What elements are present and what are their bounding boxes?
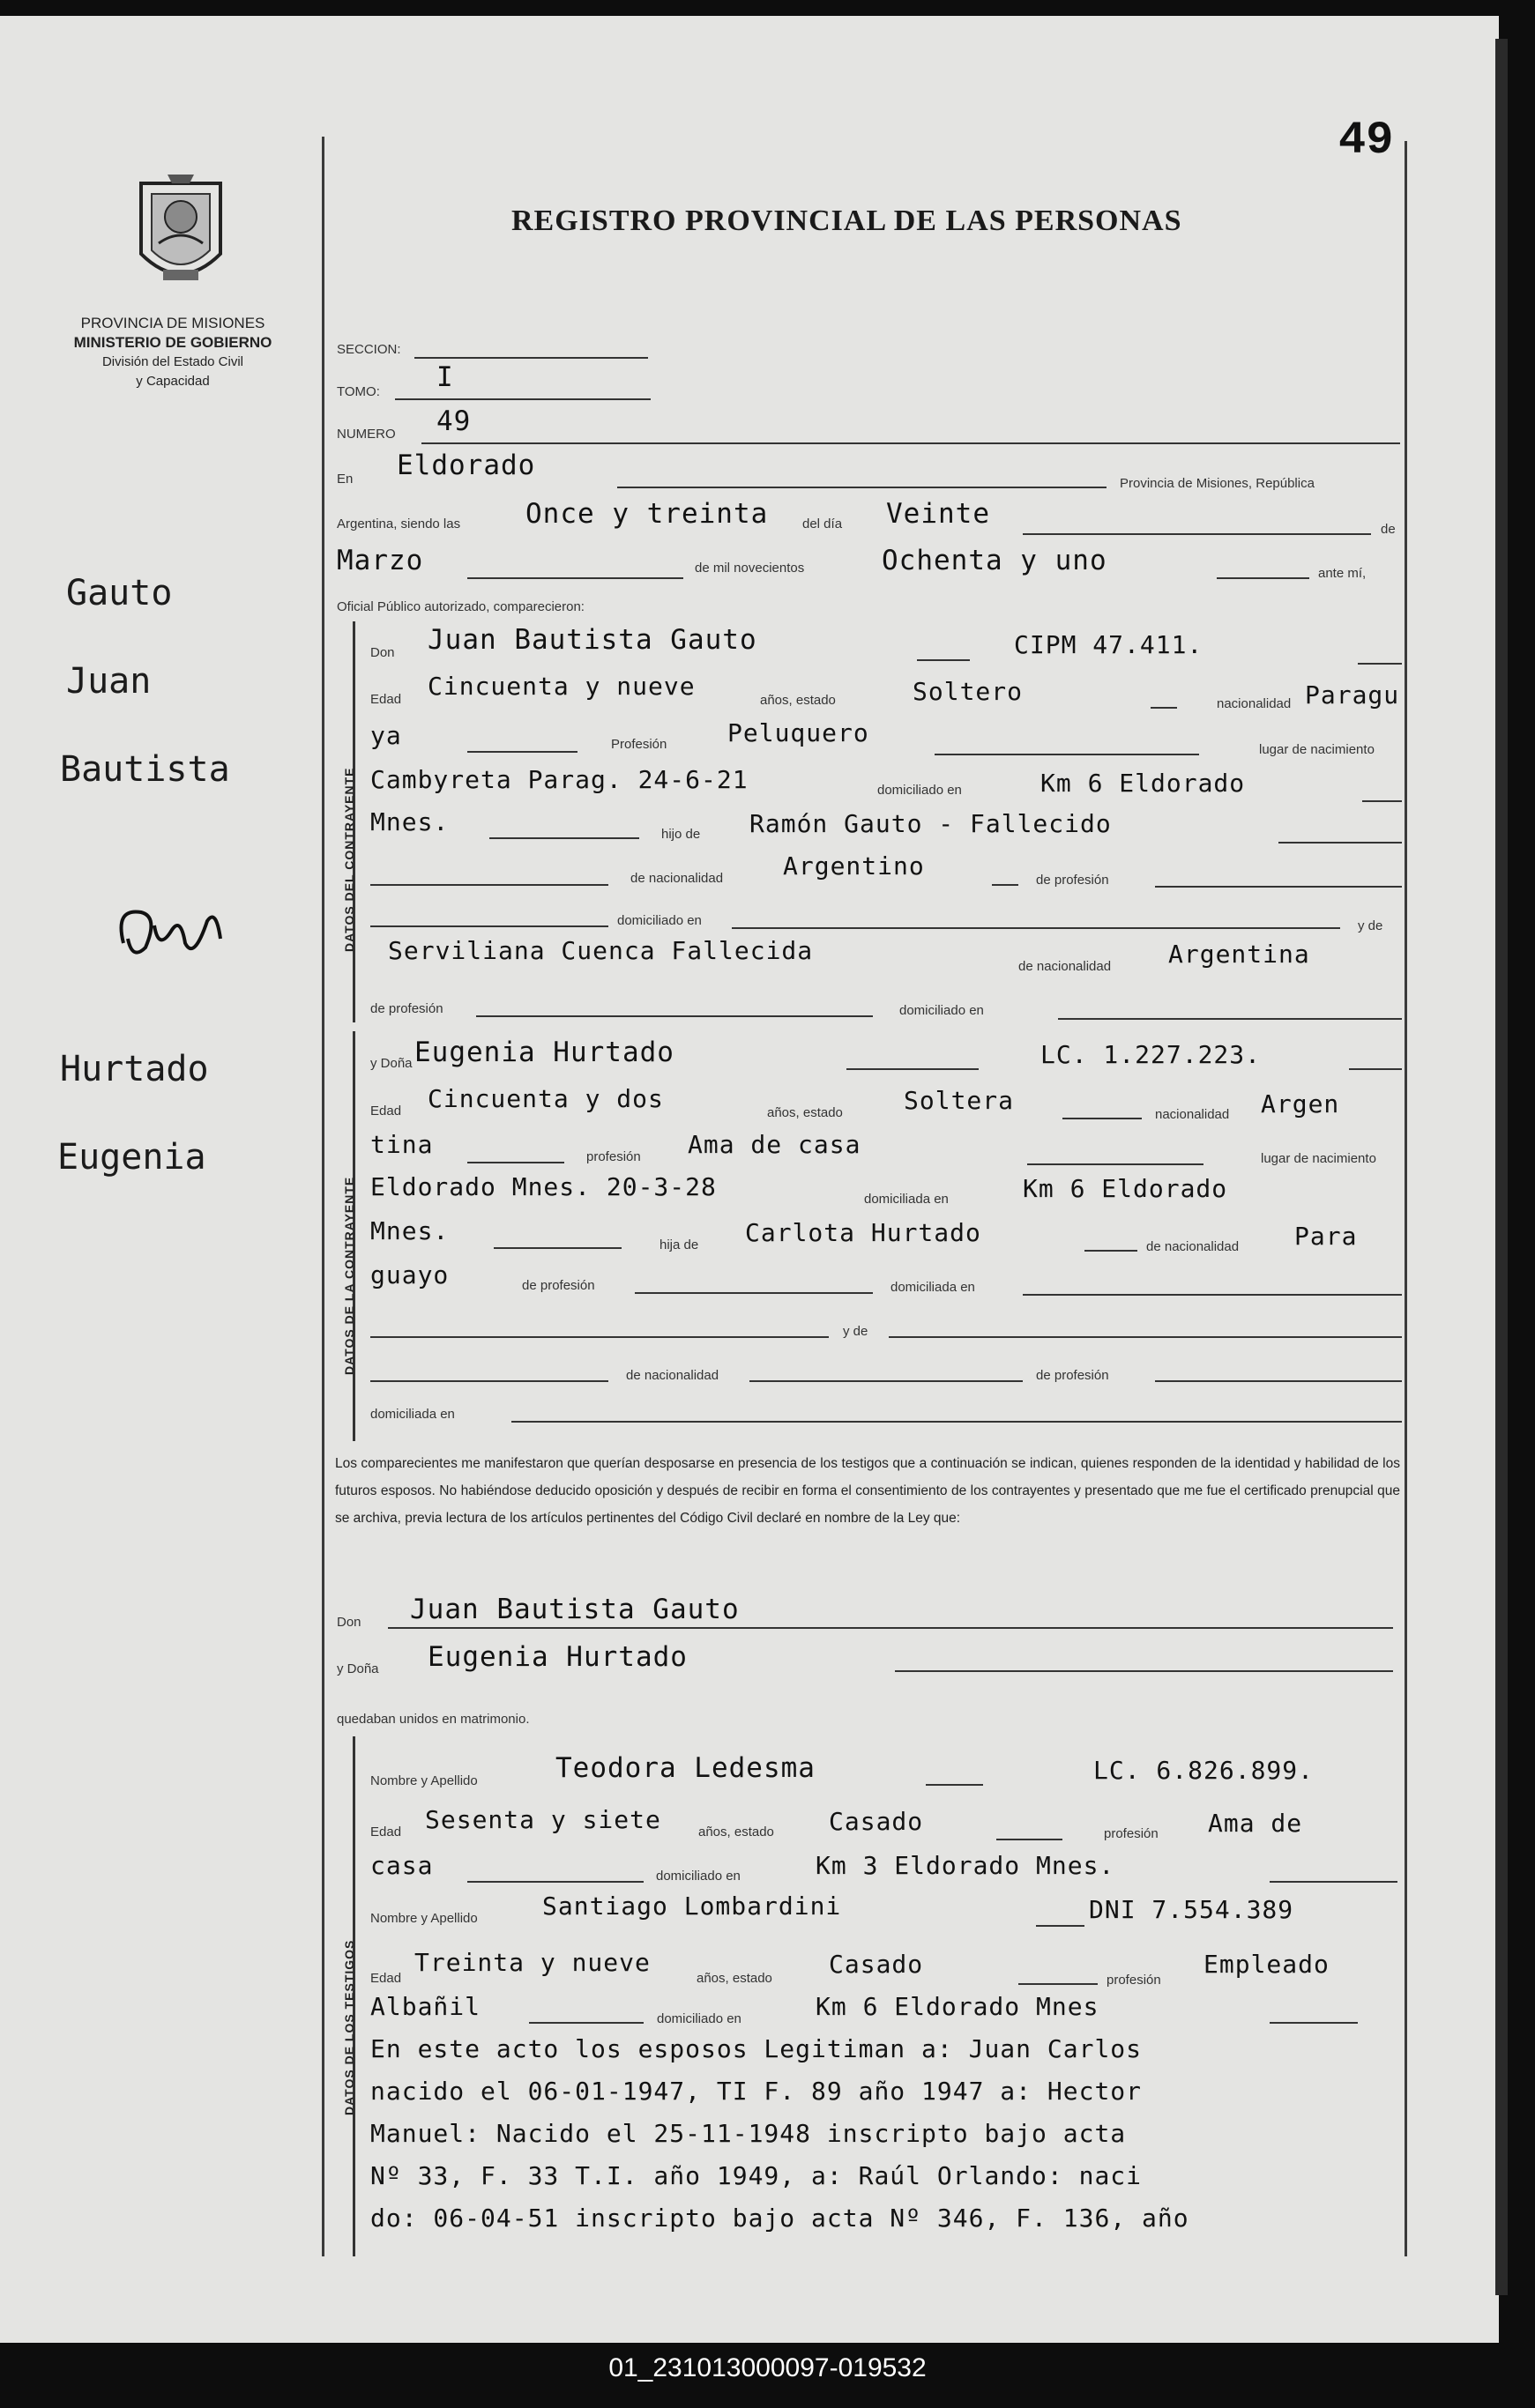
bride-other-dom-label: domiciliada en [370, 1407, 455, 1422]
witness1-label: Nombre y Apellido [370, 1773, 478, 1788]
bride-mother-prof-label: de profesión [522, 1278, 595, 1293]
witness1-dom-label: domiciliado en [656, 1869, 741, 1884]
right-margin-rule [1405, 141, 1407, 2256]
oficial-text: Oficial Público autorizado, comparecieron: [337, 599, 585, 614]
dia-label: del día [802, 517, 843, 531]
bride-other-prof-label: de profesión [1036, 1368, 1109, 1383]
numero-line [421, 442, 1400, 444]
siendo-label: Argentina, siendo las [337, 517, 461, 531]
office-division-2: y Capacidad [136, 374, 210, 389]
bride-estado-label: años, estado [767, 1105, 843, 1120]
groom-edad-label: Edad [370, 692, 402, 707]
groom-don-label: Don [370, 645, 395, 660]
groom-nacionalidad-label: nacionalidad [1217, 696, 1292, 711]
bride-nacionalidad-label: nacionalidad [1155, 1107, 1230, 1122]
bride-other-nac-line [749, 1380, 1023, 1382]
groom-section-label: DATOS DEL CONTRAYENTE [342, 767, 356, 952]
witness1-profession-b: casa [370, 1851, 434, 1880]
union-groom-line [388, 1627, 1393, 1629]
en-label: En [337, 472, 354, 487]
groom-civil-status: Soltero [913, 677, 1024, 706]
witness2-dom-line [1270, 2022, 1358, 2024]
bride-section-label: DATOS DE LA CONTRAYENTE [342, 1176, 356, 1375]
witness1-name-line [926, 1784, 983, 1786]
groom-nac-line [467, 751, 577, 753]
father-blank-line [370, 925, 608, 927]
margin-signature [106, 890, 238, 970]
witness1-civil-status: Casado [829, 1807, 924, 1836]
father-nationality: Argentino [783, 851, 925, 881]
legitimation-note-1: En este acto los esposos Legitiman a: Juan Carlos [370, 2034, 1143, 2063]
witness2-dom-label: domiciliado en [657, 2011, 741, 2026]
page-number: 49 [1338, 115, 1394, 167]
margin-rule [322, 137, 324, 2256]
witness1-edad-label: Edad [370, 1825, 402, 1839]
tomo-label: TOMO: [337, 384, 380, 399]
groom-name-line [917, 659, 970, 661]
groom-father-line [1278, 842, 1402, 844]
de-label: de [1381, 522, 1396, 537]
groom-dom-line [1362, 800, 1402, 802]
witness1-dom-line [1270, 1881, 1397, 1883]
bride-mother-nationality-b: guayo [370, 1260, 450, 1289]
page-edge-shadow [1495, 39, 1508, 2295]
bride-dona-label: y Doña [370, 1056, 413, 1071]
bride-address-a: Km 6 Eldorado [1023, 1174, 1228, 1203]
union-closing: quedaban unidos en matrimonio. [337, 1712, 530, 1727]
witness2-age: Treinta y nueve [414, 1948, 651, 1977]
bride-nationality-a: Argen [1261, 1089, 1340, 1119]
legitimation-note-4: Nº 33, F. 33 T.I. año 1949, a: Raúl Orlando: naci [370, 2161, 1143, 2190]
bride-mother-prof-line [635, 1292, 873, 1294]
scan-identifier: 01_231013000097-019532 [608, 2353, 927, 2382]
groom-hijo-label: hijo de [661, 827, 701, 842]
hora-value: Once y treinta [525, 498, 769, 530]
seccion-line [414, 357, 648, 359]
margin-bride-name: Eugenia [57, 1137, 206, 1178]
en-line [617, 487, 1107, 488]
bride-document: LC. 1.227.223. [1040, 1040, 1262, 1069]
groom-profession: Peluquero [727, 718, 869, 747]
bride-domicilio-label: domiciliada en [864, 1192, 949, 1207]
groom-mother: Serviliana Cuenca Fallecida [388, 936, 814, 965]
groom-estado-label: años, estado [760, 693, 836, 708]
father-prof-label: de profesión [1036, 873, 1109, 888]
father-nac-line [992, 884, 1018, 886]
tomo-line [395, 398, 651, 400]
groom-blank-line [370, 884, 608, 886]
union-groom: Juan Bautista Gauto [410, 1594, 740, 1625]
union-bride-line [895, 1670, 1393, 1672]
groom-document: CIPM 47.411. [1014, 630, 1203, 659]
father-dom-line [732, 927, 1340, 929]
bride-mother-line [1084, 1250, 1137, 1252]
groom-address-a: Km 6 Eldorado [1040, 769, 1246, 798]
witness2-label: Nombre y Apellido [370, 1911, 478, 1926]
witness2-prof-line [529, 2022, 644, 2024]
groom-nationality-a: Paragu [1305, 680, 1400, 710]
provincial-emblem [123, 166, 238, 296]
groom-doc-line [1358, 663, 1402, 665]
office-province: PROVINCIA DE MISIONES [80, 315, 265, 331]
bride-civil-status: Soltera [904, 1086, 1015, 1115]
groom-prof-line [935, 754, 1199, 755]
groom-name: Juan Bautista Gauto [428, 624, 757, 656]
mes-line [467, 577, 683, 579]
mother-prof-label: de profesión [370, 1001, 443, 1016]
witness1-prof-label: profesión [1104, 1826, 1159, 1841]
witness2-document: DNI 7.554.389 [1089, 1895, 1294, 1924]
legitimation-note-2: nacido el 06-01-1947, TI F. 89 año 1947 a: Hector [370, 2077, 1143, 2106]
margin-groom-surname: Gauto [66, 573, 173, 613]
bride-dom2-line [494, 1247, 622, 1249]
bride-profesion-label: profesión [586, 1149, 641, 1164]
witness2-name: Santiago Lombardini [542, 1891, 842, 1921]
margin-groom-name-2: Bautista [60, 749, 230, 790]
witness1-age: Sesenta y siete [425, 1805, 661, 1834]
witness1-name: Teodora Ledesma [555, 1752, 816, 1784]
mother-nac-label: de nacionalidad [1018, 959, 1112, 974]
groom-y-de-label: y de [1358, 918, 1383, 933]
witness1-estado-label: años, estado [698, 1825, 774, 1839]
office-division: División del Estado Civil [101, 354, 244, 369]
bride-blank-line [370, 1336, 829, 1338]
witness2-name-line [1036, 1925, 1084, 1927]
bride-profession: Ama de casa [688, 1130, 861, 1159]
bride-nationality-b: tina [370, 1130, 434, 1159]
bride-name-line [846, 1068, 979, 1070]
bride-y-de-label: y de [843, 1324, 868, 1339]
groom-address-b: Mnes. [370, 807, 450, 836]
dia-value: Veinte [886, 498, 990, 530]
lugar-registro: Eldorado [397, 450, 536, 481]
groom-lugar-label: lugar de nacimiento [1259, 742, 1375, 757]
bride-lugar-label: lugar de nacimiento [1261, 1151, 1376, 1166]
groom-domicilio-label: domiciliado en [877, 783, 962, 798]
witness1-document: LC. 6.826.899. [1093, 1756, 1315, 1785]
groom-estado-line [1151, 707, 1177, 709]
legitimation-note-3: Manuel: Nacido el 25-11-1948 inscripto bajo acta [370, 2119, 1127, 2148]
margin-groom-name-1: Juan [66, 661, 152, 702]
bride-edad-label: Edad [370, 1104, 402, 1119]
bride-name: Eugenia Hurtado [414, 1037, 674, 1068]
bride-hija-label: hija de [659, 1237, 699, 1252]
bride-mother-nationality-a: Para [1294, 1222, 1358, 1251]
witness2-estado-label: años, estado [697, 1971, 772, 1986]
mes-value: Marzo [337, 545, 424, 576]
father-nac-label: de nacionalidad [630, 871, 724, 886]
mother-dom-line [1058, 1018, 1402, 1020]
seccion-label: SECCION: [337, 342, 401, 357]
anio-line [1217, 577, 1309, 579]
provincia-text: Provincia de Misiones, República [1120, 476, 1315, 491]
witness2-civil-status: Casado [829, 1950, 924, 1979]
witness2-estado-line [1018, 1983, 1098, 1985]
bride-mother-dom-line [1023, 1294, 1402, 1296]
bride-other-prof-line [1155, 1380, 1402, 1382]
groom-profesion-label: Profesión [611, 737, 667, 752]
declaration-text: Los comparecientes me manifestaron que querían desposarse en presencia de los testigos que a continuación se indican, quienes responden de la identidad y habilidad de los futuros esposos. No habiéndose deducido oposición y después de recibir en forma el consentimiento de los contrayentes y presentado que me fue el certificado prenupcial que se archiva, previa lectura de los artículos pertinentes del Código Civil declaré en nombre de la Ley que: [335, 1456, 1400, 1526]
witness2-profession-a: Empleado [1203, 1950, 1330, 1979]
mother-dom-label: domiciliado en [899, 1003, 984, 1018]
tomo-value: I [436, 361, 454, 393]
bride-address-b: Mnes. [370, 1216, 450, 1245]
father-dom-label: domiciliado en [617, 913, 702, 928]
register-title: REGISTRO PROVINCIAL DE LAS PERSONAS [511, 204, 1182, 237]
groom-nationality-b: ya [370, 721, 402, 750]
witness2-address: Km 6 Eldorado Mnes [816, 1992, 1099, 2021]
bride-prof-line [1027, 1163, 1203, 1165]
anio-value: Ochenta y uno [882, 545, 1107, 576]
numero-value: 49 [436, 405, 472, 437]
bride-y-de-line [889, 1336, 1402, 1338]
dia-line [1023, 533, 1371, 535]
bride-other-dom-line [511, 1421, 1402, 1423]
numero-label: NUMERO [337, 427, 396, 442]
bride-estado-line [1062, 1118, 1142, 1119]
witness-section-label: DATOS DE LOS TESTIGOS [342, 1939, 356, 2115]
union-don-label: Don [337, 1615, 361, 1630]
bride-birthplace: Eldorado Mnes. 20-3-28 [370, 1172, 717, 1201]
witness2-prof-label: profesión [1107, 1973, 1161, 1988]
bride-mother-dom-label: domiciliada en [890, 1280, 975, 1295]
bride-mother-nac-label: de nacionalidad [1146, 1239, 1240, 1254]
bride-doc-line [1349, 1068, 1402, 1070]
union-dona-label: y Doña [337, 1661, 379, 1676]
bride-father-blank-line [370, 1380, 608, 1382]
witness2-edad-label: Edad [370, 1971, 402, 1986]
bride-nac-line [467, 1162, 564, 1163]
bride-other-nac-label: de nacionalidad [626, 1368, 719, 1383]
witness1-estado-line [996, 1839, 1062, 1840]
anio-label: de mil novecientos [695, 561, 805, 576]
groom-dom2-line [489, 837, 639, 839]
margin-bride-surname: Hurtado [60, 1049, 209, 1089]
union-bride: Eugenia Hurtado [428, 1641, 688, 1673]
mother-prof-line [476, 1015, 873, 1017]
witness1-profession-a: Ama de [1208, 1809, 1303, 1838]
issuing-office [41, 314, 305, 391]
father-prof-line [1155, 886, 1402, 888]
bride-age: Cincuenta y dos [428, 1084, 664, 1113]
office-ministry: MINISTERIO DE GOBIERNO [73, 334, 272, 351]
witness1-address: Km 3 Eldorado Mnes. [816, 1851, 1115, 1880]
ante-mi-label: ante mí, [1318, 566, 1367, 581]
groom-age: Cincuenta y nueve [428, 672, 696, 701]
witness2-profession-b: Albañil [370, 1992, 481, 2021]
bride-mother: Carlota Hurtado [745, 1218, 981, 1247]
groom-birthplace: Cambyreta Parag. 24-6-21 [370, 765, 749, 794]
legitimation-note-5: do: 06-04-51 inscripto bajo acta Nº 346, F. 136, año [370, 2204, 1189, 2233]
mother-nationality: Argentina [1168, 940, 1310, 969]
groom-father: Ramón Gauto - Fallecido [749, 809, 1112, 838]
witness1-prof-line [467, 1881, 644, 1883]
